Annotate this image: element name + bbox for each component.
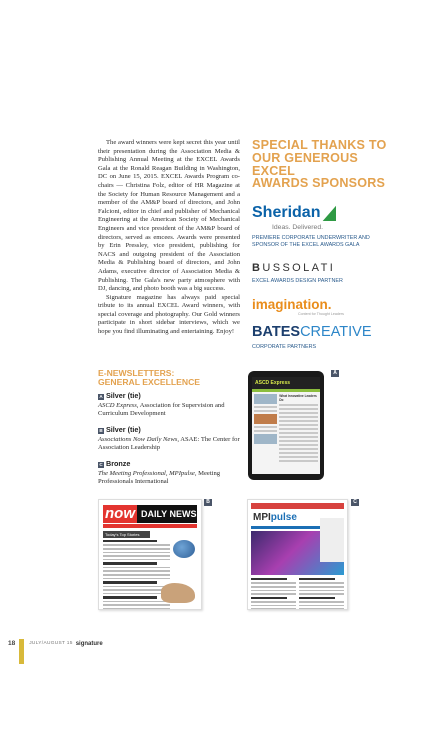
winner-letter-badge: C	[99, 462, 103, 467]
globe-image	[173, 540, 195, 558]
winner-entry	[98, 392, 240, 419]
caption-line: PREMIERE CORPORATE UNDERWRITER AND	[252, 235, 370, 242]
tablet-screenshot	[248, 371, 324, 480]
sponsors-heading-line: AWARDS SPONSORS	[252, 176, 386, 191]
footer-accent-bar	[19, 639, 24, 664]
winner-entry	[98, 426, 240, 453]
top-stories-label: Today's Top Stories	[103, 531, 150, 538]
page-footer	[8, 623, 103, 664]
article-body	[98, 139, 240, 337]
tablet-photo	[254, 414, 277, 424]
publication-name: ASCD Express	[98, 401, 137, 409]
mpi-sidebar	[320, 518, 344, 562]
image-label-badge: A	[331, 370, 339, 377]
page-number: 18	[8, 640, 16, 647]
bates-wordmark: BATES	[252, 323, 301, 340]
mpi-pulse-logo: MPIpulse	[253, 512, 297, 523]
sheridan-tagline: Ideas. Delivered.	[272, 224, 324, 232]
enewsletters-heading-line: E-NEWSLETTERS:	[98, 368, 175, 378]
sheridan-caption	[252, 235, 402, 248]
sponsors-heading	[252, 139, 402, 190]
imagination-logo: imagination.	[252, 296, 332, 312]
bussolati-mark: B	[252, 262, 263, 275]
creative-wordmark: CREATIVE	[300, 323, 372, 340]
tablet-headline: What Innovative Leaders Do	[279, 394, 317, 402]
article-paragraph: The award winners were kept secret this year until their presentation during the Association Media & Publishing Annual Meeting at the EXCEL Awards Gala at the Ronald Reagan Building in Washington, DC on June 15, 2015. EXCEL Awards Program co-chairs — Christina Folz, editor of HR Magazine at the Society for Human Resource Management and a member of the AM&P board of directors, and John Falcioni, editor in chief and publisher of Mechanical Engineering at the American Society of Mechanical Engineers and vice president of the AM&P board of directors, served as emcees. Awards were presented by Erin Pressley, vice president, publishing for NACS and outgoing president of the Association Media & Publishing board of directors, and John Adams, executive director of Association Media & Publishing. The Gala's new party atmosphere with DJ, dancing, and photo booth was a big success.	[98, 139, 240, 293]
tablet-screen	[252, 377, 320, 474]
now-daily-news-screenshot	[98, 499, 202, 610]
bates-creative-logo	[252, 324, 402, 340]
publication-name: Associations Now Daily News	[98, 435, 178, 443]
winner-letter-badge: A	[99, 394, 103, 399]
daily-news-wordmark: DAILY NEWS	[141, 509, 197, 519]
award-level: Silver (tie)	[106, 425, 141, 434]
winner-letter-badge: B	[99, 428, 103, 433]
tablet-photo	[254, 434, 277, 444]
caption-line: SPONSOR OF THE EXCEL AWARDS GALA	[252, 241, 360, 248]
bussolati-logo	[252, 262, 402, 274]
bussolati-caption: EXCEL AWARDS DESIGN PARTNER	[252, 278, 343, 285]
tablet-logo: ASCD Express	[255, 380, 291, 386]
tablet-header	[252, 377, 320, 389]
enewsletters-heading-line: GENERAL EXCELLENCE	[98, 376, 201, 387]
organization-name: , Meeting Professionals International	[98, 469, 221, 486]
bussolati-wordmark: USSOLATI	[262, 262, 336, 275]
sponsors-heading-line: OUR GENEROUS EXCEL	[252, 150, 358, 178]
now-logo: now	[105, 505, 135, 522]
image-label-badge: B	[204, 499, 212, 506]
now-header	[103, 505, 197, 523]
imagination-tagline: Content for Thought Leaders	[298, 311, 344, 316]
sponsors-heading-line: SPECIAL THANKS TO	[252, 138, 387, 152]
winner-entry	[98, 460, 240, 487]
image-label-badge: C	[351, 499, 359, 506]
issue-date: JULY/AUGUST 15	[29, 641, 73, 646]
corporate-caption: CORPORATE PARTNERS	[252, 343, 317, 350]
award-level: Silver (tie)	[106, 391, 141, 400]
sheridan-triangle-icon	[322, 205, 336, 221]
sheridan-logo	[252, 204, 402, 222]
award-level: Bronze	[106, 459, 131, 468]
sponsors-block	[252, 139, 402, 351]
magazine-name: signature	[75, 640, 103, 647]
enewsletters-heading	[98, 369, 238, 387]
article-paragraph: Signature magazine has always paid special tribute to its annual EXCEL Award winners, with special coverage and photography. Our Gold winners participate in short sidebar interviews, which we hope you find illuminating and entertaining. Enjoy!	[98, 293, 240, 336]
publication-name: The Meeting Professional, MPIpulse	[98, 469, 195, 477]
tablet-body	[252, 392, 320, 464]
organization-name: , Association for Supervision and Curriculum Development	[98, 401, 225, 418]
mpi-pulse-screenshot	[247, 499, 348, 610]
tablet-photo	[254, 394, 277, 404]
organization-name: , ASAE: The Center for Association Leadership	[98, 435, 240, 452]
sheridan-wordmark: Sheridan	[252, 204, 321, 222]
